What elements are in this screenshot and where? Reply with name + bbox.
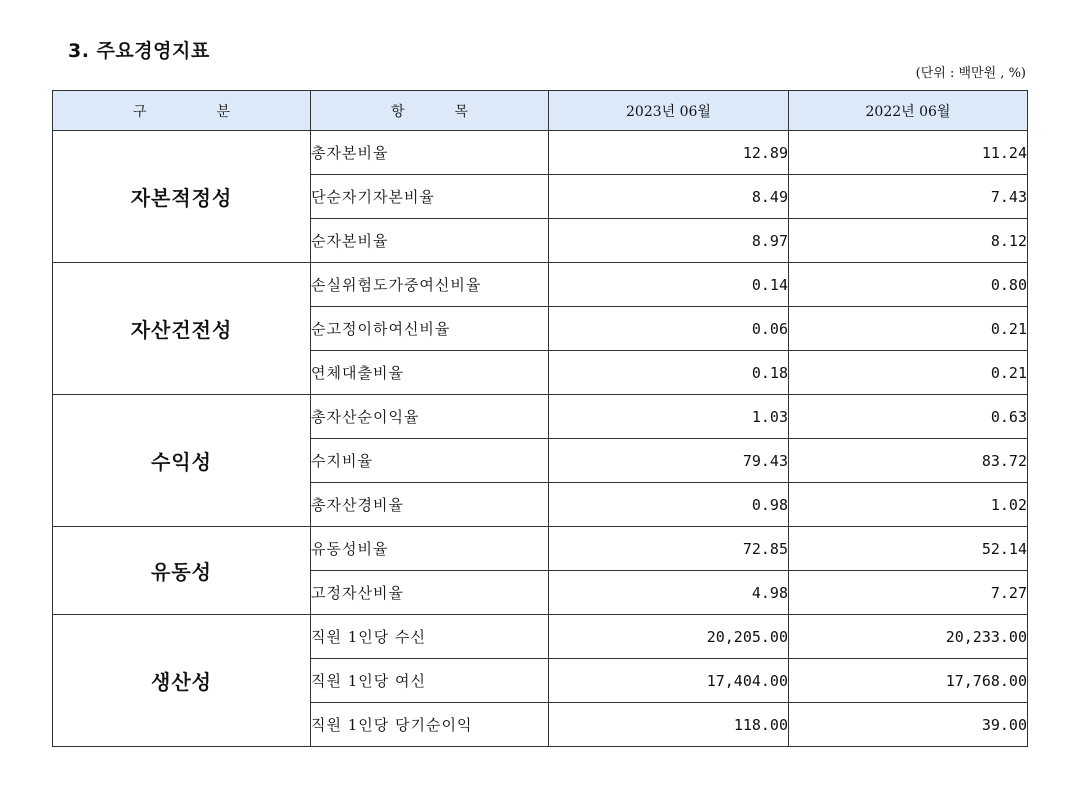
item-cell: 순고정이하여신비율 xyxy=(311,307,549,351)
value-2022-cell: 11.24 xyxy=(789,131,1028,175)
table-row xyxy=(53,263,1028,307)
value-2022-cell: 7.43 xyxy=(789,175,1028,219)
category-cell: 생산성 xyxy=(53,615,311,747)
header-category xyxy=(53,91,311,131)
header-category-part1: 구 xyxy=(132,103,147,120)
item-cell: 고정자산비율 xyxy=(311,571,549,615)
value-2022-cell: 0.21 xyxy=(789,351,1028,395)
value-2022-cell: 39.00 xyxy=(789,703,1028,747)
value-2023-cell: 17,404.00 xyxy=(549,659,789,703)
header-category-part2: 분 xyxy=(216,103,231,120)
item-cell: 직원 1인당 수신 xyxy=(311,615,549,659)
value-2023-cell: 0.18 xyxy=(549,351,789,395)
value-2022-cell: 8.12 xyxy=(789,219,1028,263)
table-row xyxy=(53,527,1028,571)
category-cell: 자산건전성 xyxy=(53,263,311,395)
header-item xyxy=(311,91,549,131)
table-header-row xyxy=(53,91,1028,131)
value-2023-cell: 0.06 xyxy=(549,307,789,351)
header-2022: 2022년 06월 xyxy=(789,91,1028,131)
value-2023-cell: 118.00 xyxy=(549,703,789,747)
value-2023-cell: 20,205.00 xyxy=(549,615,789,659)
table-row xyxy=(53,131,1028,175)
value-2022-cell: 20,233.00 xyxy=(789,615,1028,659)
header-item-part2: 목 xyxy=(454,103,469,120)
value-2022-cell: 0.21 xyxy=(789,307,1028,351)
item-cell: 수지비율 xyxy=(311,439,549,483)
item-cell: 총자산경비율 xyxy=(311,483,549,527)
page-title: 3. 주요경영지표 xyxy=(68,40,210,62)
unit-note: (단위 : 백만원 , %) xyxy=(915,66,1026,81)
value-2023-cell: 72.85 xyxy=(549,527,789,571)
item-cell: 총자본비율 xyxy=(311,131,549,175)
value-2023-cell: 79.43 xyxy=(549,439,789,483)
value-2022-cell: 1.02 xyxy=(789,483,1028,527)
value-2022-cell: 0.63 xyxy=(789,395,1028,439)
category-cell: 수익성 xyxy=(53,395,311,527)
category-cell: 유동성 xyxy=(53,527,311,615)
value-2022-cell: 52.14 xyxy=(789,527,1028,571)
item-cell: 단순자기자본비율 xyxy=(311,175,549,219)
item-cell: 직원 1인당 여신 xyxy=(311,659,549,703)
item-cell: 손실위험도가중여신비율 xyxy=(311,263,549,307)
header-2023: 2023년 06월 xyxy=(549,91,789,131)
value-2022-cell: 83.72 xyxy=(789,439,1028,483)
value-2023-cell: 8.97 xyxy=(549,219,789,263)
value-2022-cell: 0.80 xyxy=(789,263,1028,307)
value-2023-cell: 0.14 xyxy=(549,263,789,307)
value-2022-cell: 7.27 xyxy=(789,571,1028,615)
item-cell: 직원 1인당 당기순이익 xyxy=(311,703,549,747)
header-item-part1: 항 xyxy=(390,103,405,120)
value-2023-cell: 1.03 xyxy=(549,395,789,439)
value-2022-cell: 17,768.00 xyxy=(789,659,1028,703)
item-cell: 순자본비율 xyxy=(311,219,549,263)
category-cell: 자본적정성 xyxy=(53,131,311,263)
table-row xyxy=(53,615,1028,659)
item-cell: 유동성비율 xyxy=(311,527,549,571)
item-cell: 연체대출비율 xyxy=(311,351,549,395)
table-body xyxy=(53,131,1028,747)
item-cell: 총자산순이익율 xyxy=(311,395,549,439)
value-2023-cell: 12.89 xyxy=(549,131,789,175)
value-2023-cell: 8.49 xyxy=(549,175,789,219)
key-metrics-table xyxy=(52,90,1028,747)
value-2023-cell: 4.98 xyxy=(549,571,789,615)
value-2023-cell: 0.98 xyxy=(549,483,789,527)
table-row xyxy=(53,395,1028,439)
